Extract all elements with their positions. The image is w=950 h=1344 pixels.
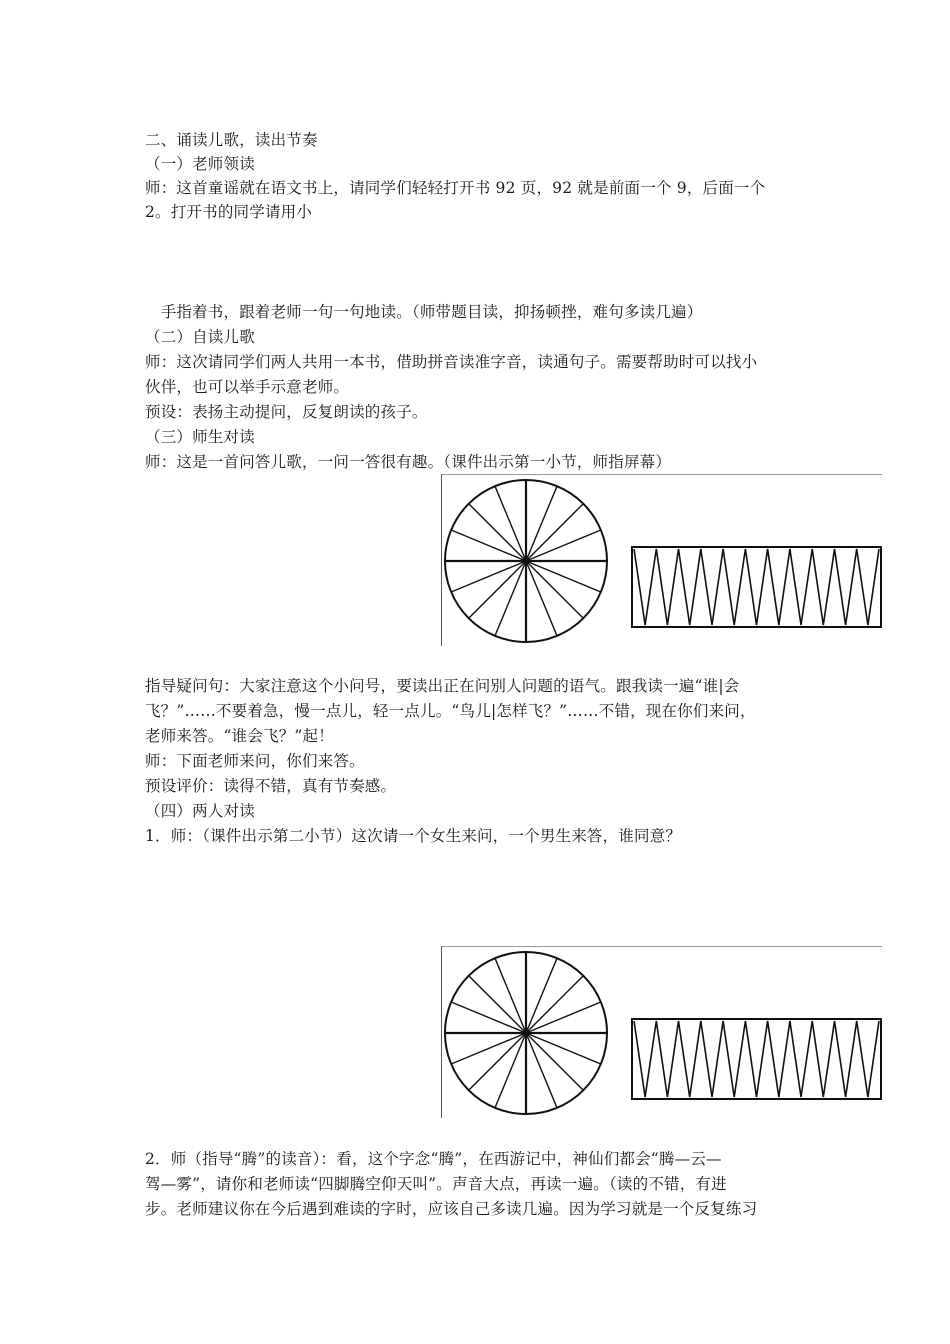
paragraph-line: 师：下面老师来问，你们来答。 xyxy=(145,752,365,770)
paragraph-line: 飞？”……不要着急，慢一点儿，轻一点儿。“鸟儿|怎样飞？”……不错，现在你们来问， xyxy=(145,702,756,720)
wheel-and-zigzag-figure xyxy=(441,474,882,646)
paragraph-line: 预设评价：读得不错，真有节奏感。 xyxy=(145,777,397,795)
paragraph-line: 伙伴，也可以举手示意老师。 xyxy=(145,378,350,396)
subsection-heading: （三）师生对读 xyxy=(145,428,255,446)
wheel-spoke xyxy=(526,976,583,1033)
zigzag-line xyxy=(634,549,879,625)
paragraph-line: 师：这次请同学们两人共用一本书，借助拼音读准字音，读通句子。需要帮助时可以找小 xyxy=(145,353,758,371)
paragraph-line: 老师来答。“谁会飞？”起！ xyxy=(145,727,334,745)
zigzag-line xyxy=(634,1021,879,1097)
wheel-spoke xyxy=(469,561,526,618)
paragraph-line: 师：这是一首问答儿歌，一问一答很有趣。（课件出示第一小节，师指屏幕） xyxy=(145,453,672,471)
paragraph-line: 师：这首童谣就在语文书上，请同学们轻轻打开书 92 页，92 就是前面一个 9，后面一个 xyxy=(145,179,766,197)
paragraph-line: 预设：表扬主动提问，反复朗读的孩子。 xyxy=(145,403,428,421)
wheel-spoke xyxy=(526,1033,583,1090)
paragraph-line: 2．师（指导“腾”的读音）：看，这个字念“腾”，在西游记中，神仙们都会“腾—云— xyxy=(145,1150,722,1168)
wheel-and-zigzag-icon xyxy=(442,947,883,1119)
wheel-spoke xyxy=(526,561,583,618)
paragraph-line: 指导疑问句：大家注意这个小问号，要读出正在问别人问题的语气。跟我读一遍“谁|会 xyxy=(145,677,740,695)
subsection-heading: （一）老师领读 xyxy=(145,155,255,173)
wheel-spoke xyxy=(469,1033,526,1090)
wheel-spoke xyxy=(469,976,526,1033)
paragraph-line: 驾—雾”，请你和老师读“四脚腾空仰天叫”。声音大点，再读一遍。（读的不错，有进 xyxy=(145,1175,727,1193)
wheel-spoke xyxy=(526,504,583,561)
paragraph-line: 手指着书，跟着老师一句一句地读。（师带题目读，抑扬顿挫，难句多读几遍） xyxy=(145,303,703,321)
wheel-spoke xyxy=(469,504,526,561)
subsection-heading: （二）自读儿歌 xyxy=(145,328,255,346)
wheel-and-zigzag-figure xyxy=(441,946,882,1118)
paragraph-line: 2。打开书的同学请用小 xyxy=(145,203,313,221)
paragraph-line: 1．师：（课件出示第二小节）这次请一个女生来问，一个男生来答，谁同意？ xyxy=(145,827,682,845)
paragraph-line: 步。老师建议你在今后遇到难读的字时，应该自己多读几遍。因为学习就是一个反复练习 xyxy=(145,1200,758,1218)
wheel-and-zigzag-icon xyxy=(442,475,883,647)
subsection-heading: （四）两人对读 xyxy=(145,802,255,820)
section-heading: 二、诵读儿歌，读出节奏 xyxy=(145,131,318,149)
